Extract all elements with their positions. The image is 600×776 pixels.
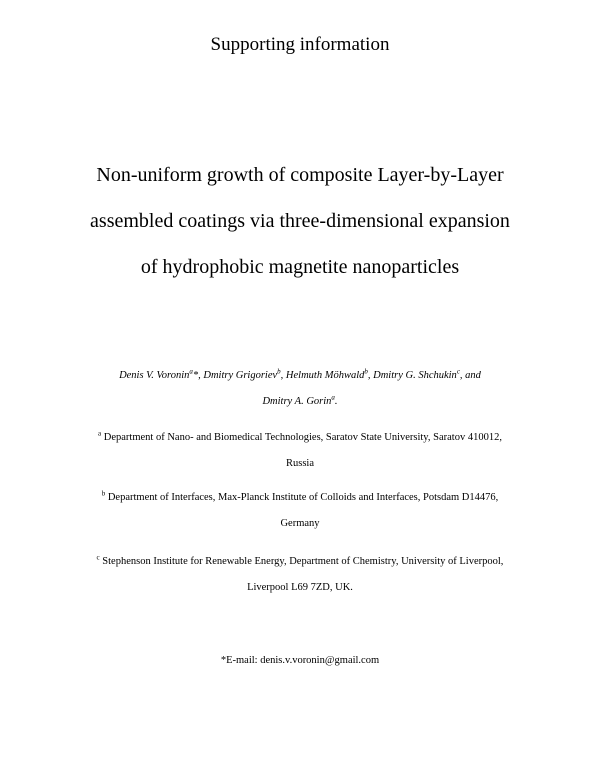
author-name: Denis V. Voronin$^a$*, (119, 367, 204, 381)
author-name: Dmitry A. Gorin$^a$. (262, 393, 338, 407)
title-line-2: assembled coatings via three-dimensional expansion (90, 210, 510, 232)
affiliation-b-line-1: $^b$ Department of Interfaces, Max-Planck Institute of Colloids and Interfaces, Potsdam D14476, (101, 489, 499, 503)
author-name: Helmuth Möhwald$^b$, (285, 367, 374, 381)
title-line-3: of hydrophobic magnetite nanoparticles (140, 256, 460, 278)
affiliation-c-line-2: Liverpool L69 7ZD, UK. (247, 582, 353, 593)
author-name: Dmitry Grigoriev$^b$, (203, 367, 286, 381)
affiliation-a-line-1: $^a$ Department of Nano- and Biomedical Technologies, Saratov State University, Saratov 410012, (98, 429, 502, 443)
corresponding-email: *E-mail: denis.v.voronin@gmail.com (220, 655, 380, 666)
author-list-line-2 (0, 393, 600, 407)
author-list-line-1 (0, 367, 600, 381)
title-line-1: Non-uniform growth of composite Layer-by-Layer (96, 164, 504, 186)
affiliation-b-line-2: Germany (280, 518, 320, 529)
supporting-information-heading: Supporting information (210, 34, 390, 55)
affiliation-c-line-1: $^c$ Stephenson Institute for Renewable Energy, Department of Chemistry, University of Liverpool, (96, 553, 504, 567)
author-name: Dmitry G. Shchukin$^c$, and (373, 367, 481, 381)
affiliation-a-line-2: Russia (285, 458, 314, 469)
